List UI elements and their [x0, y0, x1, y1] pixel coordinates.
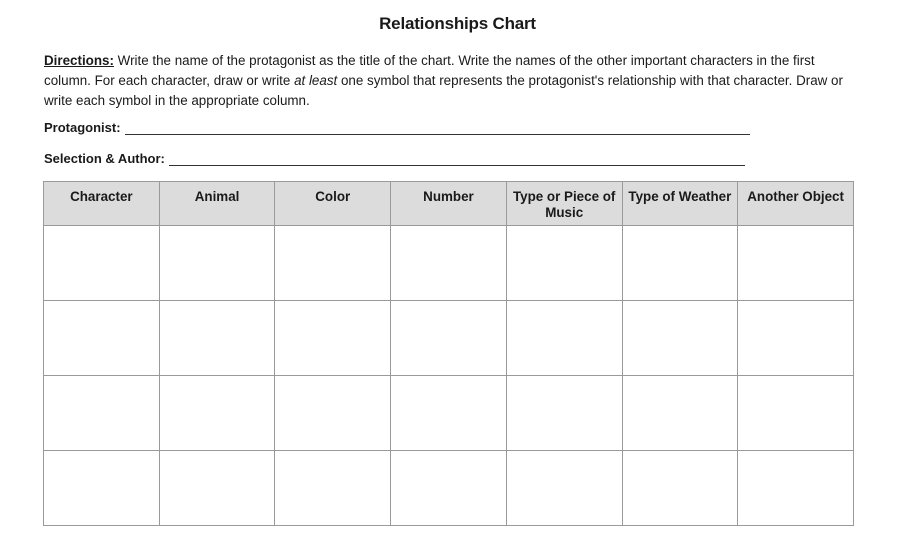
table-cell[interactable] — [506, 226, 622, 301]
table-row — [44, 376, 854, 451]
table-cell[interactable] — [391, 376, 507, 451]
table-cell[interactable] — [275, 451, 391, 526]
selection-author-blank-line[interactable] — [169, 153, 745, 166]
table-cell[interactable] — [275, 226, 391, 301]
table-cell[interactable] — [391, 301, 507, 376]
table-cell[interactable] — [44, 451, 160, 526]
table-cell[interactable] — [159, 226, 275, 301]
relationships-table — [43, 181, 854, 526]
table-cell[interactable] — [44, 376, 160, 451]
table-cell[interactable] — [275, 301, 391, 376]
table-cell[interactable] — [506, 451, 622, 526]
directions-text-before: Write the name of the protagonist as the title of the chart. Write the names of the other important characters in the first column. For each character, draw or write — [44, 53, 815, 88]
header-number: Number — [391, 182, 507, 226]
table-cell[interactable] — [44, 301, 160, 376]
table-cell[interactable] — [159, 376, 275, 451]
table-cell[interactable] — [738, 226, 854, 301]
selection-author-label: Selection & Author: — [44, 151, 165, 166]
directions-emphasis: at least — [294, 73, 338, 88]
table-cell[interactable] — [159, 301, 275, 376]
table-cell[interactable] — [738, 451, 854, 526]
table-cell[interactable] — [622, 226, 738, 301]
header-character: Character — [44, 182, 160, 226]
table-cell[interactable] — [738, 376, 854, 451]
directions-text-after: one symbol that represents the protagonist's relationship with that character. Draw or write each symbol in the appropriate column. — [44, 73, 843, 108]
header-weather: Type of Weather — [622, 182, 738, 226]
table-cell[interactable] — [622, 451, 738, 526]
header-music: Type or Piece of Music — [506, 182, 622, 226]
table-row — [44, 451, 854, 526]
selection-author-field — [44, 151, 745, 166]
protagonist-blank-line[interactable] — [125, 122, 750, 135]
header-animal: Animal — [159, 182, 275, 226]
table-header-row — [44, 182, 854, 226]
table-cell[interactable] — [391, 451, 507, 526]
table-cell[interactable] — [391, 226, 507, 301]
directions-paragraph — [44, 51, 864, 111]
table-cell[interactable] — [159, 451, 275, 526]
table-cell[interactable] — [275, 376, 391, 451]
table-cell[interactable] — [506, 376, 622, 451]
directions-label: Directions: — [44, 53, 114, 68]
table-cell[interactable] — [506, 301, 622, 376]
table-row — [44, 301, 854, 376]
table-cell[interactable] — [738, 301, 854, 376]
header-color: Color — [275, 182, 391, 226]
table-cell[interactable] — [622, 376, 738, 451]
table-cell[interactable] — [44, 226, 160, 301]
header-another-object: Another Object — [738, 182, 854, 226]
table-row — [44, 226, 854, 301]
page-title: Relationships Chart — [379, 14, 536, 33]
protagonist-label: Protagonist: — [44, 120, 121, 135]
table-cell[interactable] — [622, 301, 738, 376]
protagonist-field — [44, 120, 750, 135]
